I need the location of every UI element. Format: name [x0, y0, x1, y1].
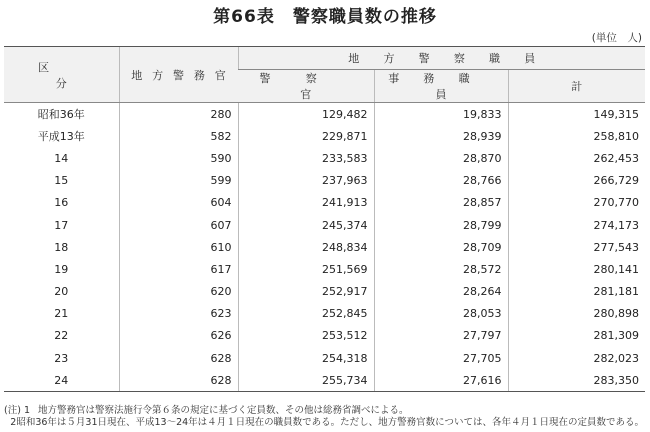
local-officer-cell: 623: [119, 303, 238, 325]
local-officer-cell: 590: [119, 147, 238, 169]
total-cell: 277,543: [508, 236, 645, 258]
unit-label: (単位 人): [591, 32, 642, 44]
row-label: 24: [4, 369, 119, 392]
header-office-staff: 事務職員: [374, 70, 508, 103]
local-officer-cell: 628: [119, 347, 238, 369]
header-category: 区 分: [4, 47, 119, 103]
row-label: 21: [54, 307, 69, 321]
row-label: 22: [54, 329, 69, 343]
office-staff-cell: 28,870: [374, 147, 508, 169]
staff-count-table: [4, 46, 645, 392]
local-officer-cell: 280: [119, 103, 238, 126]
footnote-lead: (注): [4, 405, 21, 416]
office-staff-cell: 28,709: [374, 236, 508, 258]
row-label: 23: [54, 351, 69, 365]
police-cell: 129,482: [238, 103, 374, 126]
local-officer-cell: 607: [119, 214, 238, 236]
police-cell: 248,834: [238, 236, 374, 258]
local-officer-cell: 599: [119, 170, 238, 192]
table-title: 第66表 警察職員数の推移: [213, 7, 437, 27]
total-cell: 270,770: [508, 192, 645, 214]
office-staff-cell: 19,833: [374, 103, 508, 126]
footnote-2: 2 昭和36年は５月31日現在、平成13～24年は４月１日現在の職員数である。ただし、地方警務官数については、各年４月１日現在の定員数である。: [10, 417, 644, 428]
police-cell: 251,569: [238, 258, 374, 280]
office-staff-cell: 28,053: [374, 303, 508, 325]
table-row: [4, 125, 645, 147]
total-cell: 149,315: [508, 103, 645, 126]
table-row: [4, 325, 645, 347]
police-cell: 255,734: [238, 369, 374, 392]
table-row: [4, 214, 645, 236]
table-row: [4, 236, 645, 258]
total-cell: 262,453: [508, 147, 645, 169]
row-label: 18: [54, 240, 69, 254]
table-row: [4, 103, 645, 126]
total-cell: 282,023: [508, 347, 645, 369]
header-total: 計: [508, 70, 645, 103]
local-officer-cell: 610: [119, 236, 238, 258]
office-staff-cell: 28,799: [374, 214, 508, 236]
local-officer-cell: 620: [119, 281, 238, 303]
table-row: [4, 303, 645, 325]
row-label: 17: [54, 218, 69, 232]
office-staff-cell: 28,939: [374, 125, 508, 147]
office-staff-cell: 27,616: [374, 369, 508, 392]
footnotes: [4, 405, 644, 429]
total-cell: 280,898: [508, 303, 645, 325]
police-cell: 252,845: [238, 303, 374, 325]
police-cell: 252,917: [238, 281, 374, 303]
police-cell: 237,963: [238, 170, 374, 192]
header-police: 警察官: [238, 70, 374, 103]
row-label: 16: [54, 196, 69, 210]
office-staff-cell: 27,705: [374, 347, 508, 369]
police-cell: 253,512: [238, 325, 374, 347]
table-row: [4, 369, 645, 392]
local-officer-cell: 582: [119, 125, 238, 147]
footnote-1: (注) 1 地方警務官は警察法施行令第６条の規定に基づく定員数、その他は総務省調べによる。: [4, 405, 409, 416]
office-staff-cell: 27,797: [374, 325, 508, 347]
table-row: [4, 281, 645, 303]
police-cell: 229,871: [238, 125, 374, 147]
office-staff-cell: 28,857: [374, 192, 508, 214]
office-staff-cell: 28,264: [374, 281, 508, 303]
row-label: 平成13年: [37, 130, 85, 144]
total-cell: 266,729: [508, 170, 645, 192]
table-row: [4, 347, 645, 369]
row-label: 20: [54, 285, 69, 299]
police-cell: 245,374: [238, 214, 374, 236]
table-row: [4, 147, 645, 169]
local-officer-cell: 617: [119, 258, 238, 280]
total-cell: 274,173: [508, 214, 645, 236]
row-label: 昭和36年: [37, 108, 85, 122]
row-label: 14: [54, 151, 69, 165]
row-label: 19: [54, 262, 69, 276]
office-staff-cell: 28,766: [374, 170, 508, 192]
total-cell: 280,141: [508, 258, 645, 280]
total-cell: 283,350: [508, 369, 645, 392]
police-cell: 254,318: [238, 347, 374, 369]
table-row: [4, 192, 645, 214]
local-officer-cell: 626: [119, 325, 238, 347]
table-body: [4, 103, 645, 392]
police-cell: 233,583: [238, 147, 374, 169]
header-prefectural-staff: 地方警察職員: [238, 47, 645, 70]
row-label: 15: [54, 174, 69, 188]
local-officer-cell: 628: [119, 369, 238, 392]
header-local-officer: 地方警務官: [119, 47, 238, 103]
total-cell: 281,181: [508, 281, 645, 303]
total-cell: 258,810: [508, 125, 645, 147]
total-cell: 281,309: [508, 325, 645, 347]
office-staff-cell: 28,572: [374, 258, 508, 280]
table-row: [4, 170, 645, 192]
police-cell: 241,913: [238, 192, 374, 214]
table-row: [4, 258, 645, 280]
local-officer-cell: 604: [119, 192, 238, 214]
